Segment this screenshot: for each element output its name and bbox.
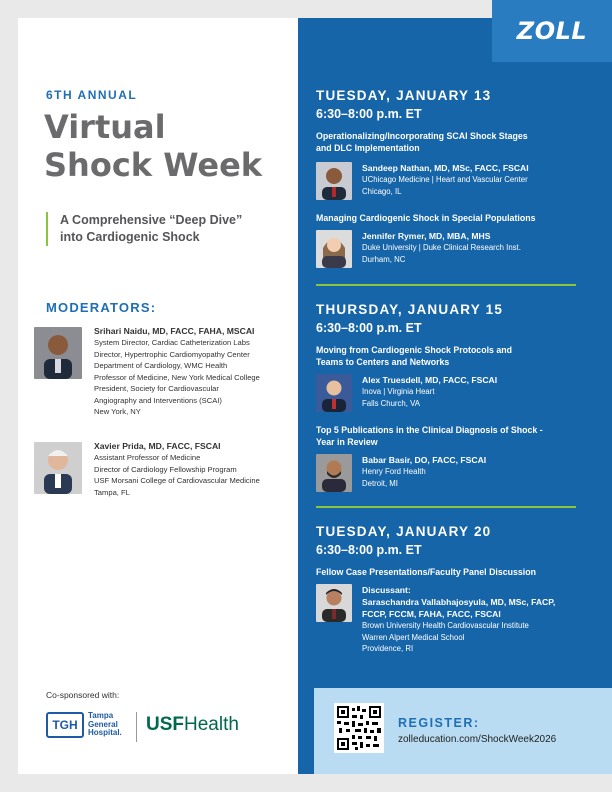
session-title-line: Managing Cardiogenic Shock in Special Populations (316, 213, 536, 223)
session-title (316, 212, 578, 224)
speaker-detail: Henry Ford Health (362, 467, 426, 476)
speaker-name: FCCP, FCCM, FAHA, FACC, FSCAI (362, 609, 501, 619)
usf-rest: Health (184, 714, 239, 735)
avatar (34, 442, 82, 494)
zoll-logo (492, 0, 612, 62)
session-title (316, 566, 578, 578)
usf-health-logo (146, 714, 239, 736)
session-title-line: Top 5 Publications in the Clinical Diagnosis of Shock - (316, 425, 543, 435)
tgh-logo (46, 712, 122, 738)
moderator-name: Xavier Prida, MD, FACC, FSCAI (94, 441, 221, 451)
moderator-detail: New York, NY (94, 407, 141, 416)
speaker-name: Sandeep Nathan, MD, MSc, FACC, FSCAI (362, 163, 529, 173)
avatar (316, 230, 352, 268)
session-title-line: Teams to Centers and Networks (316, 357, 450, 367)
moderator-detail: Director of Cardiology Fellowship Program (94, 464, 237, 474)
zoll-logo-text: ZOLL (516, 17, 588, 45)
moderator-detail: USF Morsani College of Cardiovascular Medicine (94, 476, 260, 485)
day-time: 6:30–8:00 p.m. ET (316, 543, 422, 557)
day-block-1 (316, 88, 491, 121)
annual-label: 6TH ANNUAL (46, 88, 138, 102)
speaker-name: Saraschandra Vallabhajosyula, MD, MSc, FACP, (362, 597, 556, 607)
session-title-line: Year in Review (316, 437, 378, 447)
cosponsor-label: Co-sponsored with: (46, 690, 120, 700)
speaker-detail: Inova | Virginia Heart (362, 387, 435, 396)
moderator-detail: Tampa, FL (94, 487, 130, 497)
speaker-name: Alex Truesdell, MD, FACC, FSCAI (362, 375, 498, 385)
register-panel (314, 688, 612, 774)
title-line-1: Virtual (44, 108, 166, 146)
register-heading: REGISTER: (398, 716, 480, 730)
tgh-mark: TGH (46, 712, 84, 738)
subtitle-line-2: into Cardiogenic Shock (60, 230, 200, 244)
tgh-name-line: General (88, 719, 118, 729)
moderator-detail: President, Society for Cardiovascular (94, 384, 219, 393)
day-block-2 (316, 302, 503, 335)
day-title: THURSDAY, JANUARY 15 (316, 302, 504, 317)
speaker-detail: Duke University | Duke Clinical Research Inst. (362, 243, 521, 252)
subtitle-line-1: A Comprehensive “Deep Dive” (60, 213, 243, 227)
speaker-detail: Warren Alpert Medical School (362, 632, 465, 642)
session-title-line: Fellow Case Presentations/Faculty Panel Discussion (316, 567, 536, 577)
moderator-detail: Director, Hypertrophic Cardiomyopathy Center (94, 349, 250, 359)
tgh-name-line: Hospital. (88, 728, 122, 738)
day-block-3 (316, 524, 491, 557)
section-divider (316, 506, 576, 508)
tgh-name (88, 712, 122, 738)
avatar (316, 584, 352, 622)
moderator-detail: Department of Cardiology, WMC Health (94, 361, 228, 370)
title-line-2: Shock Week (44, 146, 263, 184)
session-title-line: Moving from Cardiogenic Shock Protocols and (316, 345, 512, 355)
moderator-detail: Professor of Medicine, New York Medical College (94, 372, 260, 382)
avatar (316, 162, 352, 200)
day-time: 6:30–8:00 p.m. ET (316, 321, 422, 335)
subtitle-block (46, 212, 286, 246)
speaker-role: Discussant: (362, 585, 411, 595)
session-title (316, 344, 578, 368)
speaker-detail: Providence, RI (362, 644, 414, 653)
day-title: TUESDAY, JANUARY 13 (316, 88, 492, 103)
session-title-line: and DLC Implementation (316, 143, 420, 153)
day-title: TUESDAY, JANUARY 20 (316, 524, 492, 539)
page-title (44, 108, 262, 184)
avatar (34, 327, 82, 379)
logo-divider (136, 712, 137, 742)
section-divider (316, 284, 576, 286)
avatar (316, 374, 352, 412)
moderator-detail: Assistant Professor of Medicine (94, 453, 201, 462)
moderator-detail: Angiography and Interventions (SCAI) (94, 395, 222, 405)
speaker-detail: Detroit, MI (362, 478, 398, 488)
speaker-name: Jennifer Rymer, MD, MBA, MHS (362, 231, 491, 241)
moderators-heading: MODERATORS: (46, 300, 157, 315)
qr-code-icon[interactable] (334, 703, 384, 753)
speaker-detail: Brown University Health Cardiovascular Institute (362, 621, 529, 630)
avatar (316, 454, 352, 492)
day-time: 6:30–8:00 p.m. ET (316, 107, 422, 121)
speaker-name: Babar Basir, DO, FACC, FSCAI (362, 455, 487, 465)
session-title-line: Operationalizing/Incorporating SCAI Shock Stages (316, 131, 528, 141)
moderator-detail: System Director, Cardiac Catheterization Labs (94, 338, 250, 347)
usf-bold: USF (146, 714, 184, 735)
speaker-detail: Durham, NC (362, 254, 406, 264)
tgh-name-line: Tampa (88, 711, 114, 721)
speaker-detail: UChicago Medicine | Heart and Vascular Center (362, 175, 528, 184)
session-title (316, 424, 578, 448)
register-url-link[interactable]: zolleducation.com/ShockWeek2026 (398, 734, 557, 745)
speaker-detail: Chicago, IL (362, 186, 402, 196)
moderator-name: Srihari Naidu, MD, FACC, FAHA, MSCAI (94, 326, 255, 336)
session-title (316, 130, 578, 154)
speaker-detail: Falls Church, VA (362, 398, 420, 408)
